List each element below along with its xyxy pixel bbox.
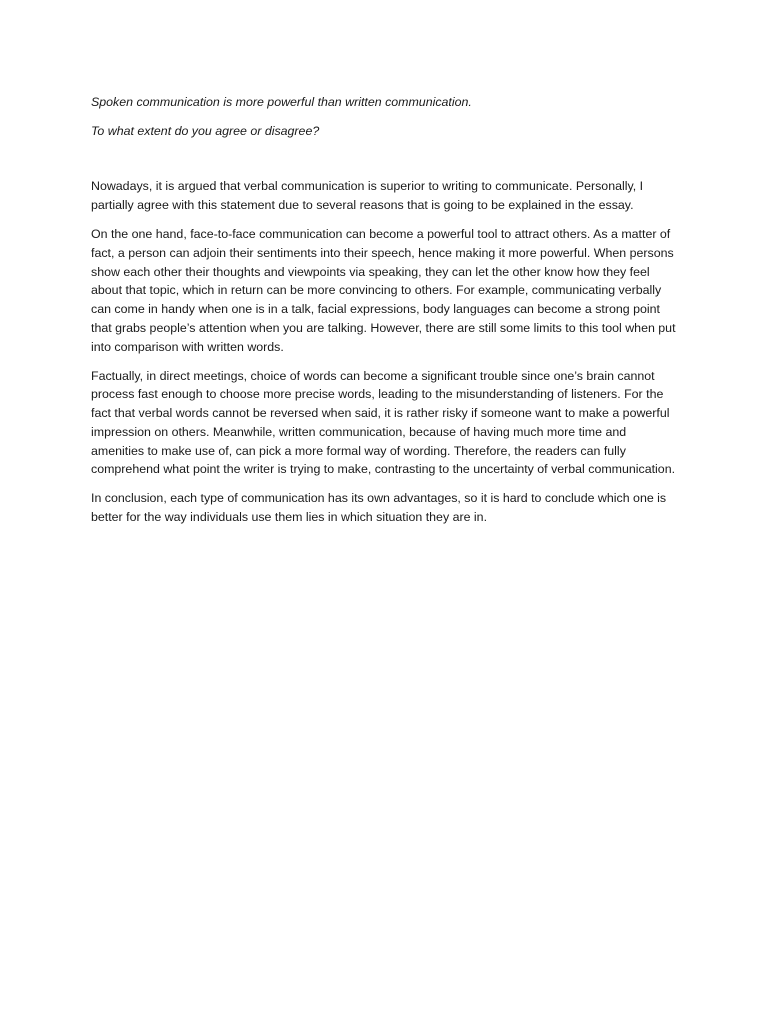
paragraph-body-1: On the one hand, face-to-face communication can become a powerful tool to attract others. As a matter of fact, a person can adjoin their sentiments into their speech, hence making it more powerful. When persons show each other their thoughts and viewpoints via speaking, they can let the other know how they feel about that topic, which in return can be more convincing to others. For example, communicating verbally can come in handy when one is in a talk, facial expressions, body languages can become a strong point that grabs people’s attention when you are talking. However, there are still some limits to this tool when put into comparison with written words. <box>91 227 676 354</box>
paragraph-body-2: Factually, in direct meetings, choice of words can become a significant trouble since one’s brain cannot process fast enough to choose more precise words, leading to the misunderstanding of listeners. For the fact that verbal words cannot be reversed when said, it is rather risky if someone want to make a powerful impression on others. Meanwhile, written communication, because of having much more time and amenities to make use of, can pick a more formal way of wording. Therefore, the readers can fully comprehend what point the writer is trying to make, contrasting to the uncertainty of verbal communication. <box>91 368 676 477</box>
paragraph-conclusion: In conclusion, each type of communication has its own advantages, so it is hard to conclude which one is better for the way individuals use them lies in which situation they are in. <box>91 491 667 525</box>
essay-question: To what extent do you agree or disagree? <box>91 123 320 138</box>
essay-prompt: Spoken communication is more powerful than written communication. <box>91 95 472 109</box>
paragraph-introduction: Nowadays, it is argued that verbal communication is superior to writing to communicate. Personally, I partially agree with this statement due to several reasons that is going to be explained in the essay. <box>91 179 644 213</box>
document-body <box>91 93 681 537</box>
